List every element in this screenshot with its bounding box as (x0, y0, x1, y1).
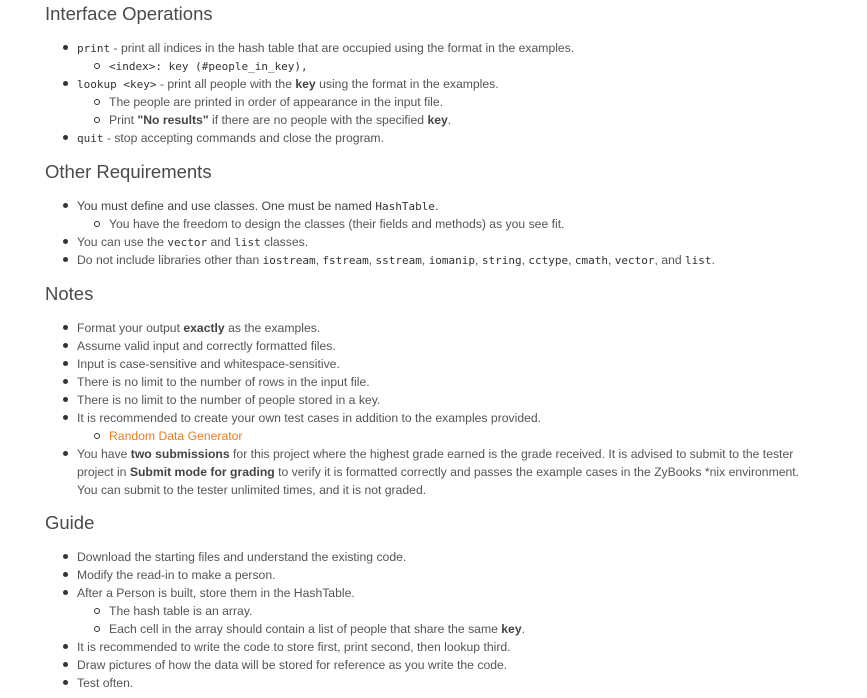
hashtable-code: HashTable (375, 200, 435, 213)
text: You have (77, 447, 131, 461)
lookup-item (77, 75, 499, 94)
circle-bullet (94, 433, 100, 439)
bullet (63, 572, 68, 577)
text: if there are no people with the specified (208, 113, 428, 127)
print-description: - print all indices in the hash table that are occupied using the format in the examples. (110, 41, 575, 55)
note-item: There is no limit to the number of rows in the input file. (77, 375, 370, 389)
guide-item: It is recommended to write the code to store first, print second, then lookup third. (77, 640, 511, 654)
circle-bullet (94, 608, 100, 614)
library-string: string (481, 254, 522, 267)
library-cctype: cctype (528, 254, 569, 267)
separator: , (368, 253, 376, 267)
key-text: key (427, 113, 448, 127)
text: Each cell in the array should contain a list of people that share the same (109, 622, 502, 636)
separator: , (608, 253, 615, 267)
bullet (63, 379, 68, 384)
text: You must define and use classes. One must be named (77, 199, 376, 213)
interface-operations-heading: Interface Operations (45, 3, 213, 24)
text: as the examples. (224, 321, 321, 335)
bullet (63, 343, 68, 348)
classes-sub-item: You have the freedom to design the classes (their fields and methods) as you see fit. (109, 217, 565, 231)
note-item (77, 319, 320, 337)
lookup-sub-item (109, 111, 451, 129)
guide-item: Modify the read-in to make a person. (77, 568, 276, 582)
text: Print (109, 113, 138, 127)
bullet (63, 81, 68, 86)
separator: , (521, 253, 529, 267)
bullet (63, 415, 68, 420)
guide-item: Draw pictures of how the data will be stored for reference as you write the code. (77, 658, 508, 672)
lookup-description-end: using the format in the examples. (315, 77, 499, 91)
library-cmath: cmath (574, 254, 609, 267)
text: Format your output (77, 321, 184, 335)
bullet (63, 45, 68, 50)
bullet (63, 590, 68, 595)
print-format-item (109, 57, 308, 76)
bullet (63, 257, 68, 262)
text: Do not include libraries other than (77, 253, 263, 267)
no-results-text: "No results" (137, 113, 209, 127)
lookup-description: - print all people with the (156, 77, 296, 91)
submissions-note (77, 445, 822, 499)
text: You can use the (77, 235, 168, 249)
print-command: print (77, 42, 111, 55)
libraries-item (77, 251, 715, 270)
separator: , (475, 253, 482, 267)
library-iomanip: iomanip (428, 254, 476, 267)
bullet (63, 662, 68, 667)
note-item: There is no limit to the number of people stored in a key. (77, 393, 381, 407)
separator: , (421, 253, 429, 267)
bullet (63, 361, 68, 366)
print-format: <index>: key (#people_in_key), (109, 60, 308, 73)
print-item (77, 39, 574, 58)
bullet (63, 203, 68, 208)
text: classes. (260, 235, 309, 249)
guide-item: After a Person is built, store them in the HashTable. (77, 586, 355, 600)
text: . (447, 113, 452, 127)
classes-item (77, 197, 438, 216)
circle-bullet (94, 99, 100, 105)
circle-bullet (94, 626, 100, 632)
bullet (63, 325, 68, 330)
note-item: It is recommended to create your own test cases in addition to the examples provided. (77, 411, 542, 425)
text: for this project where the highest grade earned is the grade received. It is advised to submit to the tester project in (77, 447, 794, 479)
bullet (63, 239, 68, 244)
lookup-sub-item: The people are printed in order of appearance in the input file. (109, 95, 444, 109)
guide-sub-item: The hash table is an array. (109, 604, 253, 618)
lookup-key: key (295, 77, 316, 91)
bullet (63, 135, 68, 140)
separator: , and (654, 253, 686, 267)
guide-heading: Guide (45, 512, 95, 533)
library-list (263, 253, 715, 267)
bullet (63, 554, 68, 559)
text: to verify it is formatted correctly and passes the example cases in the ZyBooks *nix environment. You can submit to the tester unlimited times, and it is not graded. (77, 465, 800, 497)
quit-command: quit (77, 132, 104, 145)
library-vector: vector (614, 254, 655, 267)
guide-item: Download the starting files and understand the existing code. (77, 550, 407, 564)
guide-sub-item (109, 620, 525, 638)
guide-item: Test often. (77, 676, 134, 690)
two-submissions-text: two submissions (130, 447, 230, 461)
circle-bullet (94, 221, 100, 227)
library-sstream: sstream (375, 254, 422, 267)
library-fstream: fstream (322, 254, 369, 267)
separator: . (711, 253, 715, 267)
key-text: key (501, 622, 522, 636)
text: . (434, 199, 439, 213)
note-item: Input is case-sensitive and whitespace-sensitive. (77, 357, 340, 371)
other-requirements-heading: Other Requirements (45, 161, 212, 182)
bullet (63, 397, 68, 402)
library-iostream: iostream (262, 254, 316, 267)
vector-code: vector (167, 236, 208, 249)
text: and (207, 235, 235, 249)
list-code: list (234, 236, 261, 249)
text: . (521, 622, 525, 636)
submit-mode-text: Submit mode for grading (129, 465, 275, 479)
lookup-command: lookup <key> (77, 78, 157, 91)
separator: , (568, 253, 575, 267)
circle-bullet (94, 63, 100, 69)
exactly-text: exactly (183, 321, 225, 335)
circle-bullet (94, 117, 100, 123)
library-list: list (685, 254, 712, 267)
bullet (63, 680, 68, 685)
vector-list-item (77, 233, 308, 252)
quit-description: - stop accepting commands and close the program. (103, 131, 384, 145)
quit-item (77, 129, 384, 148)
note-item: Assume valid input and correctly formatted files. (77, 339, 336, 353)
notes-heading: Notes (45, 283, 94, 304)
bullet (63, 451, 68, 456)
separator: , (315, 253, 323, 267)
random-data-generator-link[interactable]: Random Data Generator (109, 429, 243, 443)
bullet (63, 644, 68, 649)
